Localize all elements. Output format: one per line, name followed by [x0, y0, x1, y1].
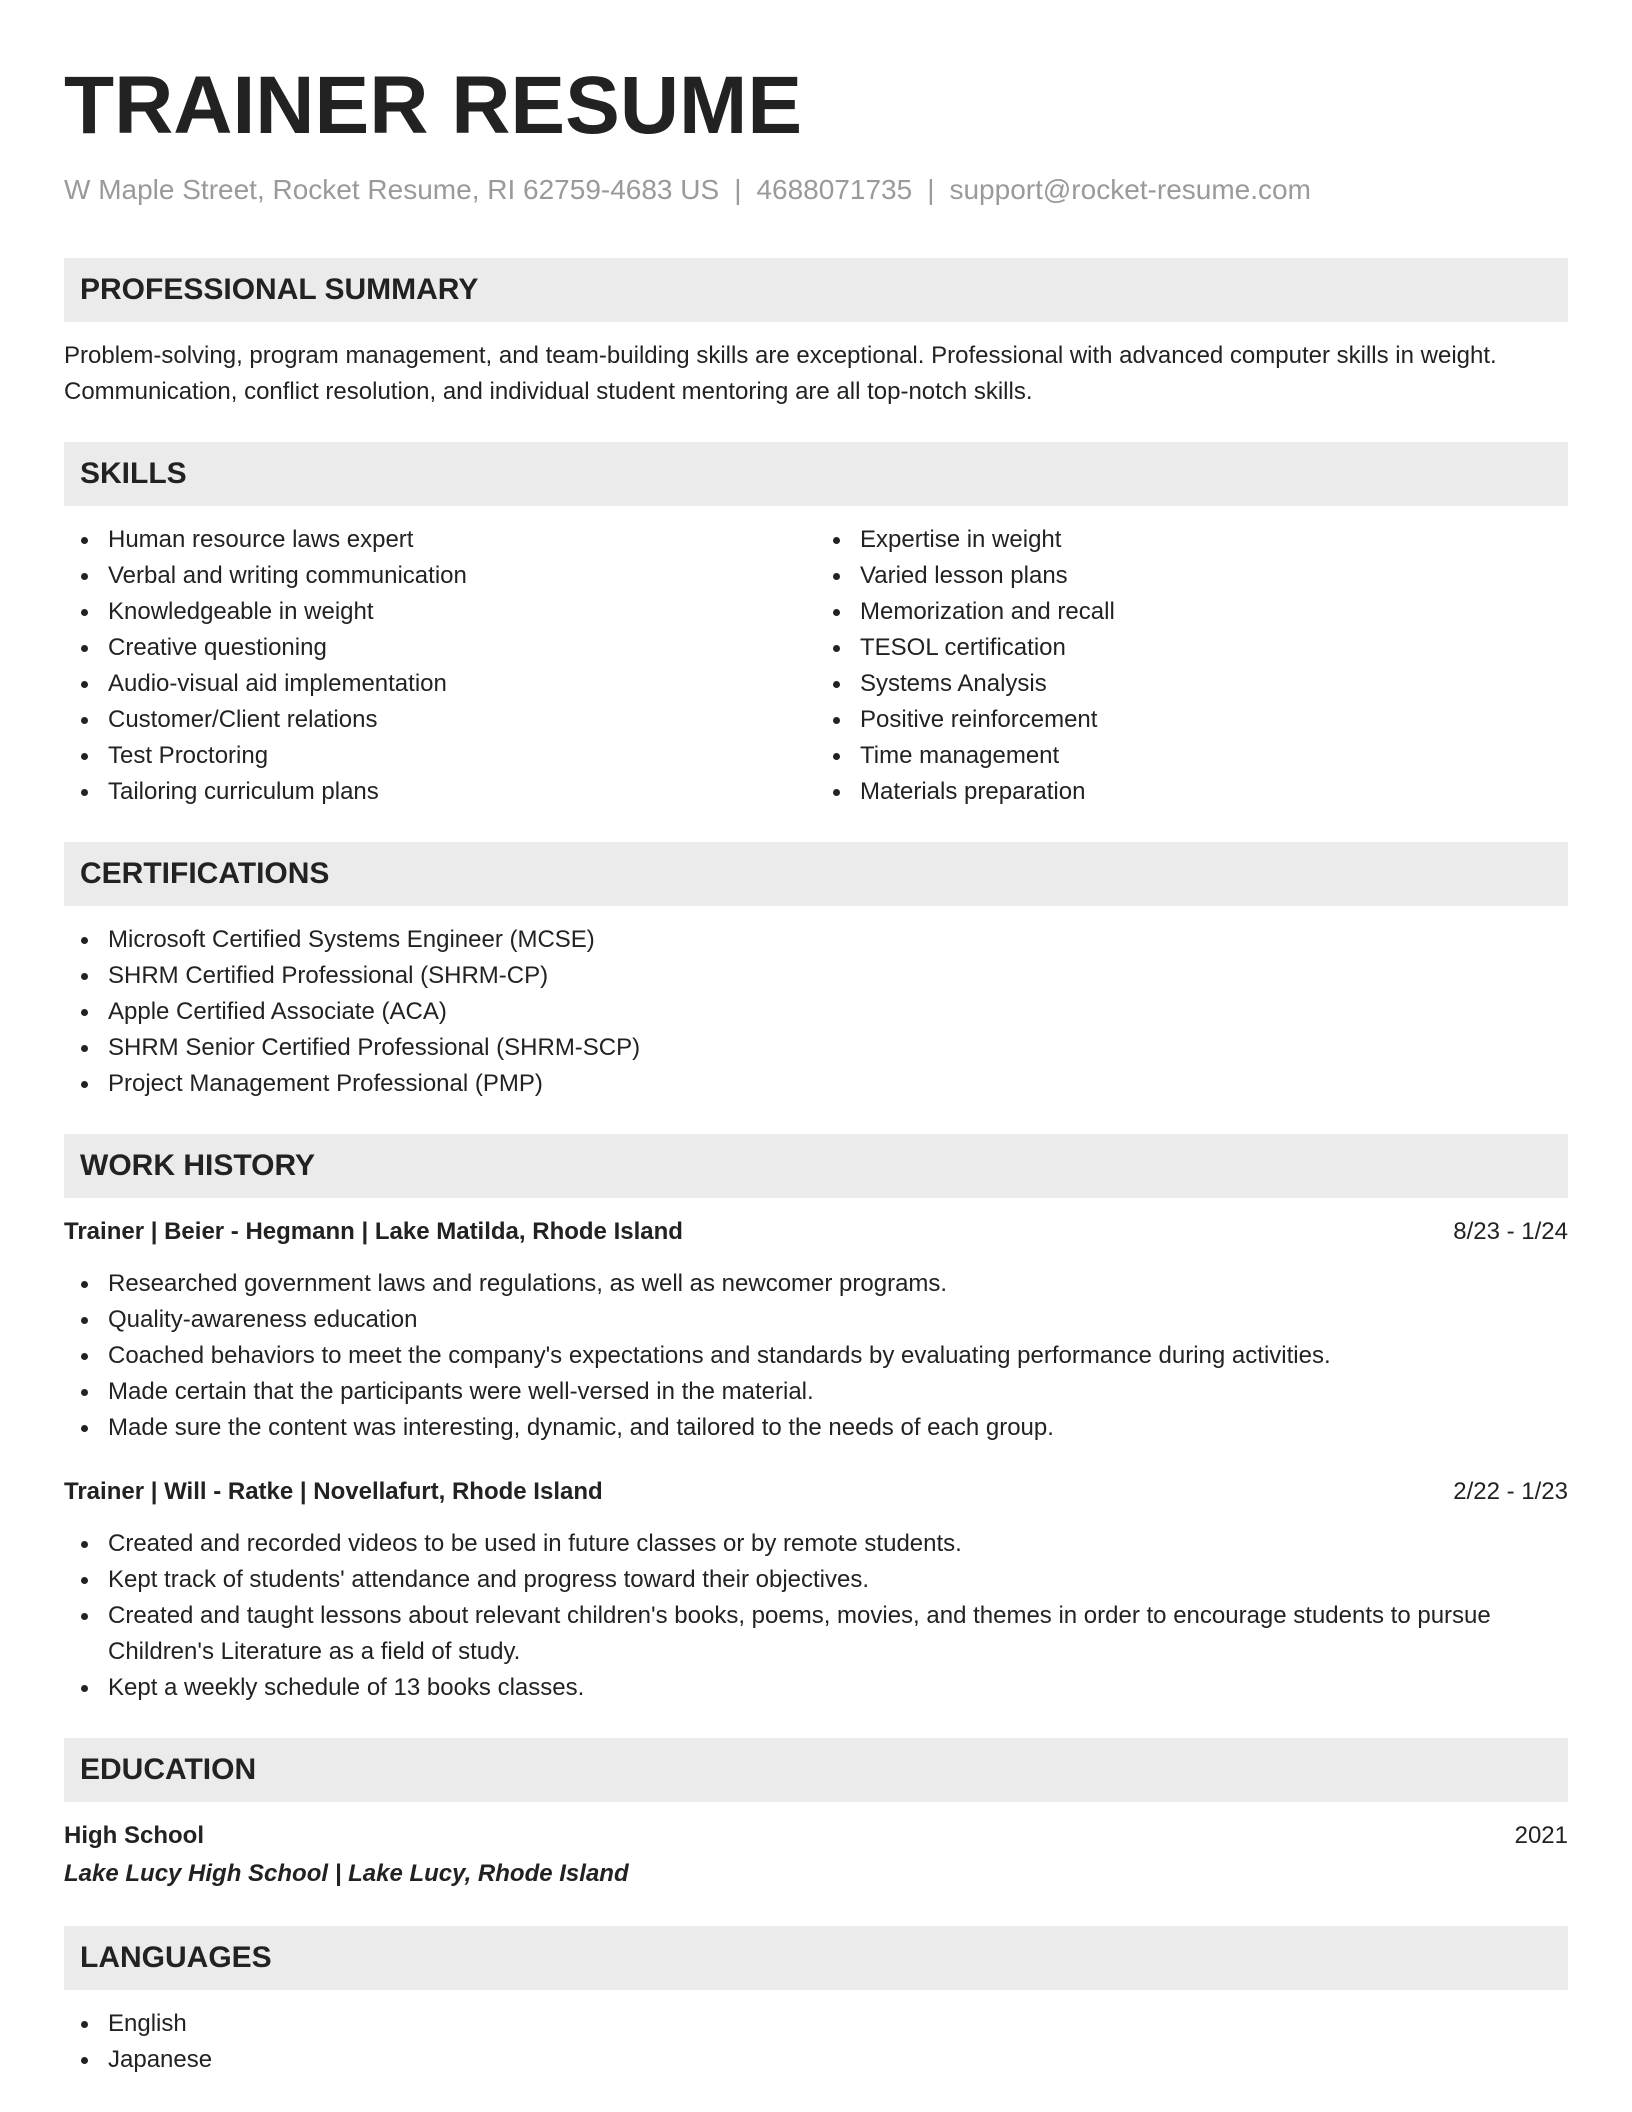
skills-grid — [64, 522, 1568, 810]
job-bullet: Researched government laws and regulations, as well as newcomer programs. — [64, 1266, 1568, 1302]
skill-item: Creative questioning — [64, 630, 816, 666]
certification-item: SHRM Senior Certified Professional (SHRM-SCP) — [64, 1030, 1568, 1066]
language-item: English — [64, 2006, 1568, 2042]
job-bullet: Quality-awareness education — [64, 1302, 1568, 1338]
contact-phone: 4688071735 — [756, 174, 913, 205]
skill-item: Human resource laws expert — [64, 522, 816, 558]
certification-item: Apple Certified Associate (ACA) — [64, 994, 1568, 1030]
section-header-skills: SKILLS — [64, 442, 1568, 506]
job-bullet: Created and recorded videos to be used in future classes or by remote students. — [64, 1526, 1568, 1562]
job-title: Trainer | Will - Ratke | Novellafurt, Rhode Island — [64, 1478, 603, 1505]
certification-item: Project Management Professional (PMP) — [64, 1066, 1568, 1102]
contact-email: support@rocket-resume.com — [949, 174, 1311, 205]
job-dates: 2/22 - 1/23 — [1453, 1478, 1568, 1505]
job-bullet: Kept a weekly schedule of 13 books classes. — [64, 1670, 1568, 1706]
skill-item: TESOL certification — [816, 630, 1568, 666]
skill-item: Systems Analysis — [816, 666, 1568, 702]
skill-item: Expertise in weight — [816, 522, 1568, 558]
contact-address: W Maple Street, Rocket Resume, RI 62759-4683 US — [64, 174, 720, 205]
language-item: Japanese — [64, 2042, 1568, 2078]
skill-item: Positive reinforcement — [816, 702, 1568, 738]
education-degree: High School — [64, 1822, 204, 1849]
section-header-education: EDUCATION — [64, 1738, 1568, 1802]
job-bullet: Created and taught lessons about relevant children's books, poems, movies, and themes in order to encourage students to pursue Children's Literature as a field of study. — [64, 1598, 1568, 1670]
education-header — [64, 1818, 1568, 1854]
job-title: Trainer | Beier - Hegmann | Lake Matilda, Rhode Island — [64, 1218, 683, 1245]
job-bullet: Made certain that the participants were well-versed in the material. — [64, 1374, 1568, 1410]
job-dates: 8/23 - 1/24 — [1453, 1218, 1568, 1245]
resume-title: TRAINER RESUME — [64, 60, 803, 151]
job-bullet: Coached behaviors to meet the company's expectations and standards by evaluating performance during activities. — [64, 1338, 1568, 1374]
job-bullet: Made sure the content was interesting, dynamic, and tailored to the needs of each group. — [64, 1410, 1568, 1446]
skill-item: Test Proctoring — [64, 738, 816, 774]
education-year: 2021 — [1514, 1822, 1568, 1849]
certification-item: Microsoft Certified Systems Engineer (MCSE) — [64, 922, 1568, 958]
section-header-languages: LANGUAGES — [64, 1926, 1568, 1990]
contact-line — [64, 172, 1568, 208]
certification-item: SHRM Certified Professional (SHRM-CP) — [64, 958, 1568, 994]
section-header-work-history: WORK HISTORY — [64, 1134, 1568, 1198]
section-header-summary: PROFESSIONAL SUMMARY — [64, 258, 1568, 322]
certifications-list — [64, 922, 1568, 1102]
skill-item: Knowledgeable in weight — [64, 594, 816, 630]
section-header-certifications: CERTIFICATIONS — [64, 842, 1568, 906]
skill-item: Audio-visual aid implementation — [64, 666, 816, 702]
skill-item: Tailoring curriculum plans — [64, 774, 816, 810]
skill-item: Time management — [816, 738, 1568, 774]
skill-item: Memorization and recall — [816, 594, 1568, 630]
skill-item: Materials preparation — [816, 774, 1568, 810]
job-entry — [64, 1214, 1568, 1446]
job-header — [64, 1474, 1568, 1510]
education-school: Lake Lucy High School | Lake Lucy, Rhode Island — [64, 1860, 629, 1887]
skill-item: Varied lesson plans — [816, 558, 1568, 594]
job-bullets — [64, 1266, 1568, 1446]
contact-separator: | — [927, 174, 935, 205]
skills-list-left — [64, 522, 816, 810]
job-bullets — [64, 1526, 1568, 1706]
job-bullet: Kept track of students' attendance and progress toward their objectives. — [64, 1562, 1568, 1598]
languages-list — [64, 2006, 1568, 2078]
education-entry — [64, 1818, 1568, 1892]
skill-item: Verbal and writing communication — [64, 558, 816, 594]
contact-separator: | — [734, 174, 742, 205]
skill-item: Customer/Client relations — [64, 702, 816, 738]
job-header — [64, 1214, 1568, 1250]
job-entry — [64, 1474, 1568, 1706]
skills-list-right — [816, 522, 1568, 810]
summary-text: Problem-solving, program management, and team-building skills are exceptional. Professional with advanced computer skills in weight. Communication, conflict resolution, and individual student mentoring are all top-notch skills. — [64, 342, 1497, 405]
